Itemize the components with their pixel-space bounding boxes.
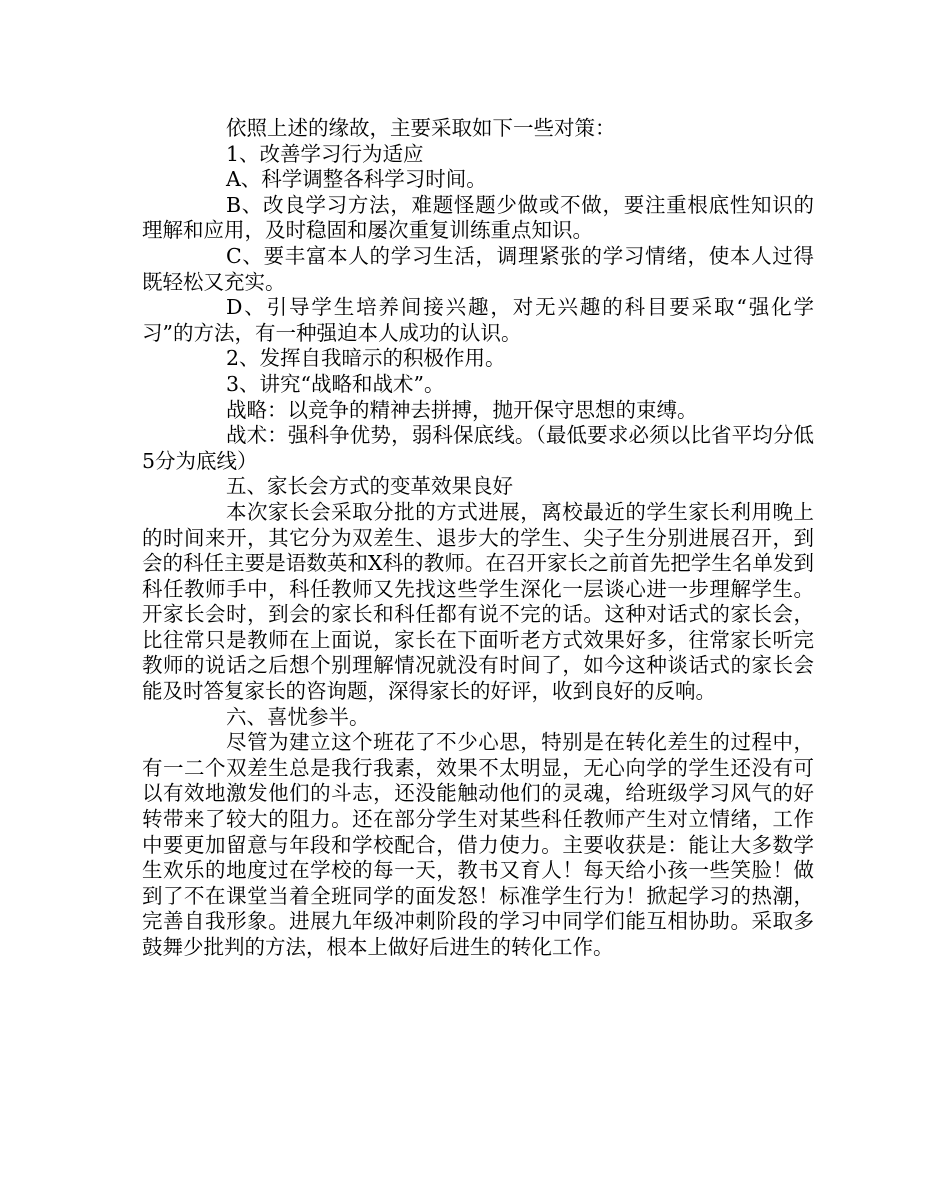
paragraph-item-c: C、要丰富本人的学习生活，调理紧张的学习情绪，使本人过得既轻松又充实。 <box>142 243 814 294</box>
paragraph-item-a: A、科学调整各科学习时间。 <box>226 167 487 192</box>
section-heading-6: 六、喜忧参半。 <box>226 704 370 729</box>
paragraph-strategy-intro: 依照上述的缘故，主要采取如下一些对策： <box>226 116 616 140</box>
paragraph-tactics: 战术：强科争优势，弱科保底线。（最低要求必须以比省平均分低5分为底线） <box>142 423 814 473</box>
paragraph-item-2: 2、发挥自我暗示的积极作用。 <box>226 346 506 371</box>
paragraph-item-d: D、引导学生培养间接兴趣，对无兴趣的科目要采取“强化学习”的方法，有一种强迫本人成功的认识。 <box>142 295 814 345</box>
paragraph-parents-meeting: 本次家长会采取分批的方式进展，离校最近的学生家长利用晚上的时间来开，其它分为双差生、退步大的学生、尖子生分别进展召开，到会的科任主要是语数英和X科的教师。在召开家长之前首先把学生名单发到科任教师手中，科任教师又先找这些学生深化一层谈心进一步理解学生。开家长会时，到会的家长和科任都有说不完的话。这种对话式的家长会，比往常只是教师在上面说，家长在下面听老方式效果好多，往常家长听完教师的说话之后想个别理解情况就没有时间了，如今这种谈话式的家长会能及时答复家长的咨询题，深得家长的好评，收到良好的反响。 <box>142 499 814 704</box>
paragraph-item-3: 3、讲究“战略和战术”。 <box>226 371 445 396</box>
paragraph-strategy: 战略：以竞争的精神去拼搏，抛开保守思想的束缚。 <box>226 397 698 422</box>
document-body <box>142 116 814 961</box>
paragraph-summary: 尽管为建立这个班花了不少心思，特别是在转化差生的过程中，有一二个双差生总是我行我素，效果不太明显，无心向学的学生还没有可以有效地激发他们的斗志，还没能触动他们的灵魂，给班级学习风气的好转带来了较大的阻力。还在部分学生对某些科任教师产生对立情绪，工作中要更加留意与年段和学校配合，借力使力。主要收获是：能让大多数学生欢乐的地度过在学校的每一天，教书又育人！每天给小孩一些笑脸！做到了不在课堂当着全班同学的面发怒！标准学生行为！掀起学习的热潮，完善自我形象。进展九年级冲刺阶段的学习中同学们能互相协助。采取多鼓舞少批判的方法，根本上做好后进生的转化工作。 <box>142 730 814 959</box>
paragraph-item-1: 1、改善学习行为适应 <box>226 141 424 166</box>
paragraph-item-b: B、改良学习方法，难题怪题少做或不做，要注重根底性知识的理解和应用，及时稳固和屡次重复训练重点知识。 <box>142 192 814 243</box>
section-heading-5: 五、家长会方式的变革效果良好 <box>226 474 513 499</box>
